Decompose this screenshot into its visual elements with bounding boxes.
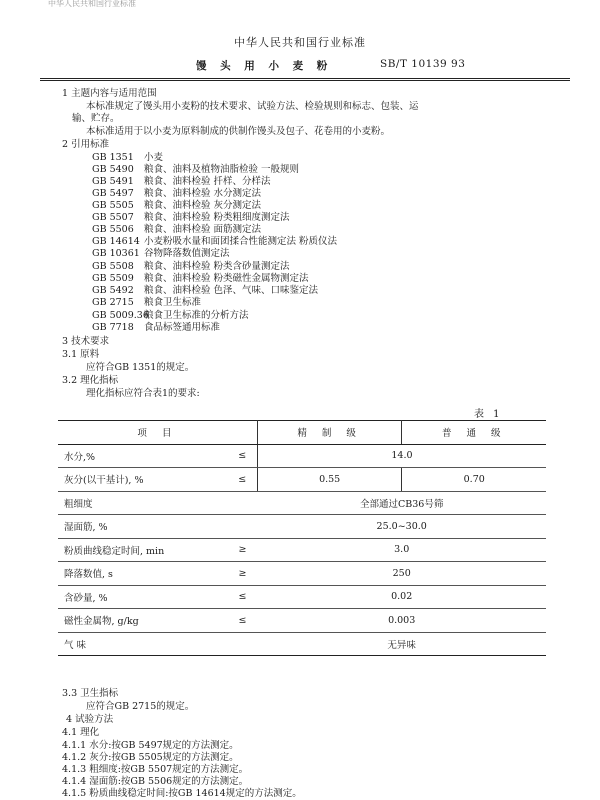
reference-title: 粮食卫生标准 xyxy=(144,297,202,308)
reference-item xyxy=(92,297,201,309)
reference-item xyxy=(92,248,230,260)
section-4-1-4: 4.1.4 湿面筋:按GB 5506规定的方法测定。 xyxy=(62,776,249,787)
row-value: 全部通过CB36号筛 xyxy=(257,491,546,515)
row-operator: ≤ xyxy=(228,585,258,609)
table-header-row xyxy=(58,421,546,445)
reference-code: GB 5508 xyxy=(92,261,134,272)
row-value: 0.02 xyxy=(257,585,546,609)
row-item: 磁性金属物, g/kg xyxy=(58,609,228,633)
section-3-1-body: 应符合GB 1351的规定。 xyxy=(86,362,195,373)
row-item: 水分,% xyxy=(58,444,228,468)
section-1-heading: 1 主题内容与适用范围 xyxy=(62,88,157,99)
reference-code: GB 5507 xyxy=(92,212,134,223)
reference-item xyxy=(92,176,271,188)
section-4-1-3: 4.1.3 粗细度:按GB 5507规定的方法测定。 xyxy=(62,764,249,775)
section-3-3-heading: 3.3 卫生指标 xyxy=(62,688,119,699)
reference-code: GB 5009.36 xyxy=(92,310,149,321)
reference-code: GB 5509 xyxy=(92,273,134,284)
header-rule xyxy=(40,78,570,79)
reference-item xyxy=(92,236,337,248)
reference-code: GB 5497 xyxy=(92,188,134,199)
header-premium: 精 制 级 xyxy=(257,421,402,445)
reference-title: 粮食、油料检验 扦样、分样法 xyxy=(144,176,271,187)
section-1-paragraph-cont: 输、贮存。 xyxy=(72,113,120,124)
row-operator xyxy=(228,515,258,539)
table-label: 表 1 xyxy=(474,409,503,420)
reference-code: GB 10361 xyxy=(92,248,140,259)
reference-title: 粮食、油料检验 粉类磁性金属物测定法 xyxy=(144,273,309,284)
table-row xyxy=(58,444,546,468)
row-operator: ≥ xyxy=(228,538,258,562)
section-1-paragraph: 本标准规定了馒头用小麦粉的技术要求、试验方法、检验规则和标志、包装、运 xyxy=(86,101,419,112)
reference-title: 小麦粉吸水量和面团揉合性能测定法 粉质仪法 xyxy=(144,236,338,247)
reference-title: 粮食、油料检验 色泽、气味、口味鉴定法 xyxy=(144,285,319,296)
row-value: 3.0 xyxy=(257,538,546,562)
reference-item xyxy=(92,273,309,285)
reference-title: 食品标签通用标准 xyxy=(144,322,221,333)
section-2-heading: 2 引用标准 xyxy=(62,139,110,150)
row-operator: ≥ xyxy=(228,562,258,586)
reference-title: 粮食、油料检验 粉类含砂量测定法 xyxy=(144,261,290,272)
table-row xyxy=(58,515,546,539)
row-item: 粗细度 xyxy=(58,491,228,515)
row-item: 湿面筋, % xyxy=(58,515,228,539)
reference-code: GB 5505 xyxy=(92,200,134,211)
reference-title: 粮食、油料检验 水分测定法 xyxy=(144,188,262,199)
section-4-1-1: 4.1.1 水分:按GB 5497规定的方法测定。 xyxy=(62,740,239,751)
row-item: 含砂量, % xyxy=(58,585,228,609)
table-row xyxy=(58,585,546,609)
reference-item xyxy=(92,212,290,224)
table-row xyxy=(58,609,546,633)
section-4-1-5: 4.1.5 粉质曲线稳定时间:按GB 14614规定的方法测定。 xyxy=(62,788,302,799)
reference-title: 粮食、油料及植物油脂检验 一般规则 xyxy=(144,164,300,175)
row-item: 降落数值, s xyxy=(58,562,228,586)
reference-code: GB 5490 xyxy=(92,164,134,175)
requirements-table xyxy=(58,420,546,656)
reference-item xyxy=(92,322,220,334)
reference-code: GB 14614 xyxy=(92,236,140,247)
row-operator xyxy=(228,632,258,656)
reference-item xyxy=(92,200,261,212)
reference-item xyxy=(92,188,261,200)
reference-title: 小麦 xyxy=(144,152,164,163)
document-header xyxy=(48,58,568,74)
reference-code: GB 2715 xyxy=(92,297,134,308)
reference-title: 粮食卫生标准的分析方法 xyxy=(144,310,249,321)
reference-code: GB 5506 xyxy=(92,224,134,235)
reference-code: GB 7718 xyxy=(92,322,134,333)
section-3-2-heading: 3.2 理化指标 xyxy=(62,375,119,386)
reference-item xyxy=(92,261,290,273)
table-row xyxy=(58,632,546,656)
reference-title: 谷物降落数值测定法 xyxy=(144,248,230,259)
reference-code: GB 5492 xyxy=(92,285,134,296)
standard-category: 中华人民共和国行业标准 xyxy=(234,36,366,49)
reference-title: 粮食、油料检验 面筋测定法 xyxy=(144,224,262,235)
header-standard: 普 通 级 xyxy=(402,421,546,445)
reference-item xyxy=(92,224,261,236)
reference-item xyxy=(92,152,163,164)
top-header-note: 中华人民共和国行业标准 xyxy=(48,0,136,8)
reference-code: GB 1351 xyxy=(92,152,134,163)
section-1-scope: 本标准适用于以小麦为原料制成的供制作馒头及包子、花卷用的小麦粉。 xyxy=(86,126,391,137)
header-item: 项 目 xyxy=(58,421,257,445)
row-operator: ≤ xyxy=(228,609,258,633)
reference-title: 粮食、油料检验 粉类粗细度测定法 xyxy=(144,212,290,223)
table-row xyxy=(58,562,546,586)
row-operator: ≤ xyxy=(228,468,258,492)
document-title: 馒 头 用 小 麦 粉 xyxy=(196,60,333,72)
table-row xyxy=(58,538,546,562)
section-4-1-2: 4.1.2 灰分:按GB 5505规定的方法测定。 xyxy=(62,752,239,763)
row-value: 14.0 xyxy=(257,444,546,468)
section-3-heading: 3 技术要求 xyxy=(62,336,110,347)
row-value: 25.0~30.0 xyxy=(257,515,546,539)
reference-item xyxy=(92,285,318,297)
row-item: 气 味 xyxy=(58,632,228,656)
row-operator: ≤ xyxy=(228,444,258,468)
reference-item xyxy=(92,310,249,322)
section-3-1-heading: 3.1 原料 xyxy=(62,349,100,360)
reference-item xyxy=(92,164,299,176)
header-rule-thin xyxy=(40,80,570,81)
row-value-premium: 0.55 xyxy=(257,468,402,492)
section-3-2-body: 理化指标应符合表1的要求: xyxy=(86,388,200,399)
row-item: 粉质曲线稳定时间, min xyxy=(58,538,228,562)
row-operator xyxy=(228,491,258,515)
table-row xyxy=(58,468,546,492)
standard-code: SB/T 10139 93 xyxy=(380,58,466,70)
row-value: 无异味 xyxy=(257,632,546,656)
table-row xyxy=(58,491,546,515)
row-value-standard: 0.70 xyxy=(402,468,546,492)
section-4-1-heading: 4.1 理化 xyxy=(62,727,100,738)
reference-code: GB 5491 xyxy=(92,176,134,187)
row-item: 灰分(以干基计), % xyxy=(58,468,228,492)
section-4-heading: 4 试验方法 xyxy=(66,714,114,725)
section-3-3-body: 应符合GB 2715的规定。 xyxy=(86,701,195,712)
row-value: 250 xyxy=(257,562,546,586)
reference-title: 粮食、油料检验 灰分测定法 xyxy=(144,200,262,211)
row-value: 0.003 xyxy=(257,609,546,633)
